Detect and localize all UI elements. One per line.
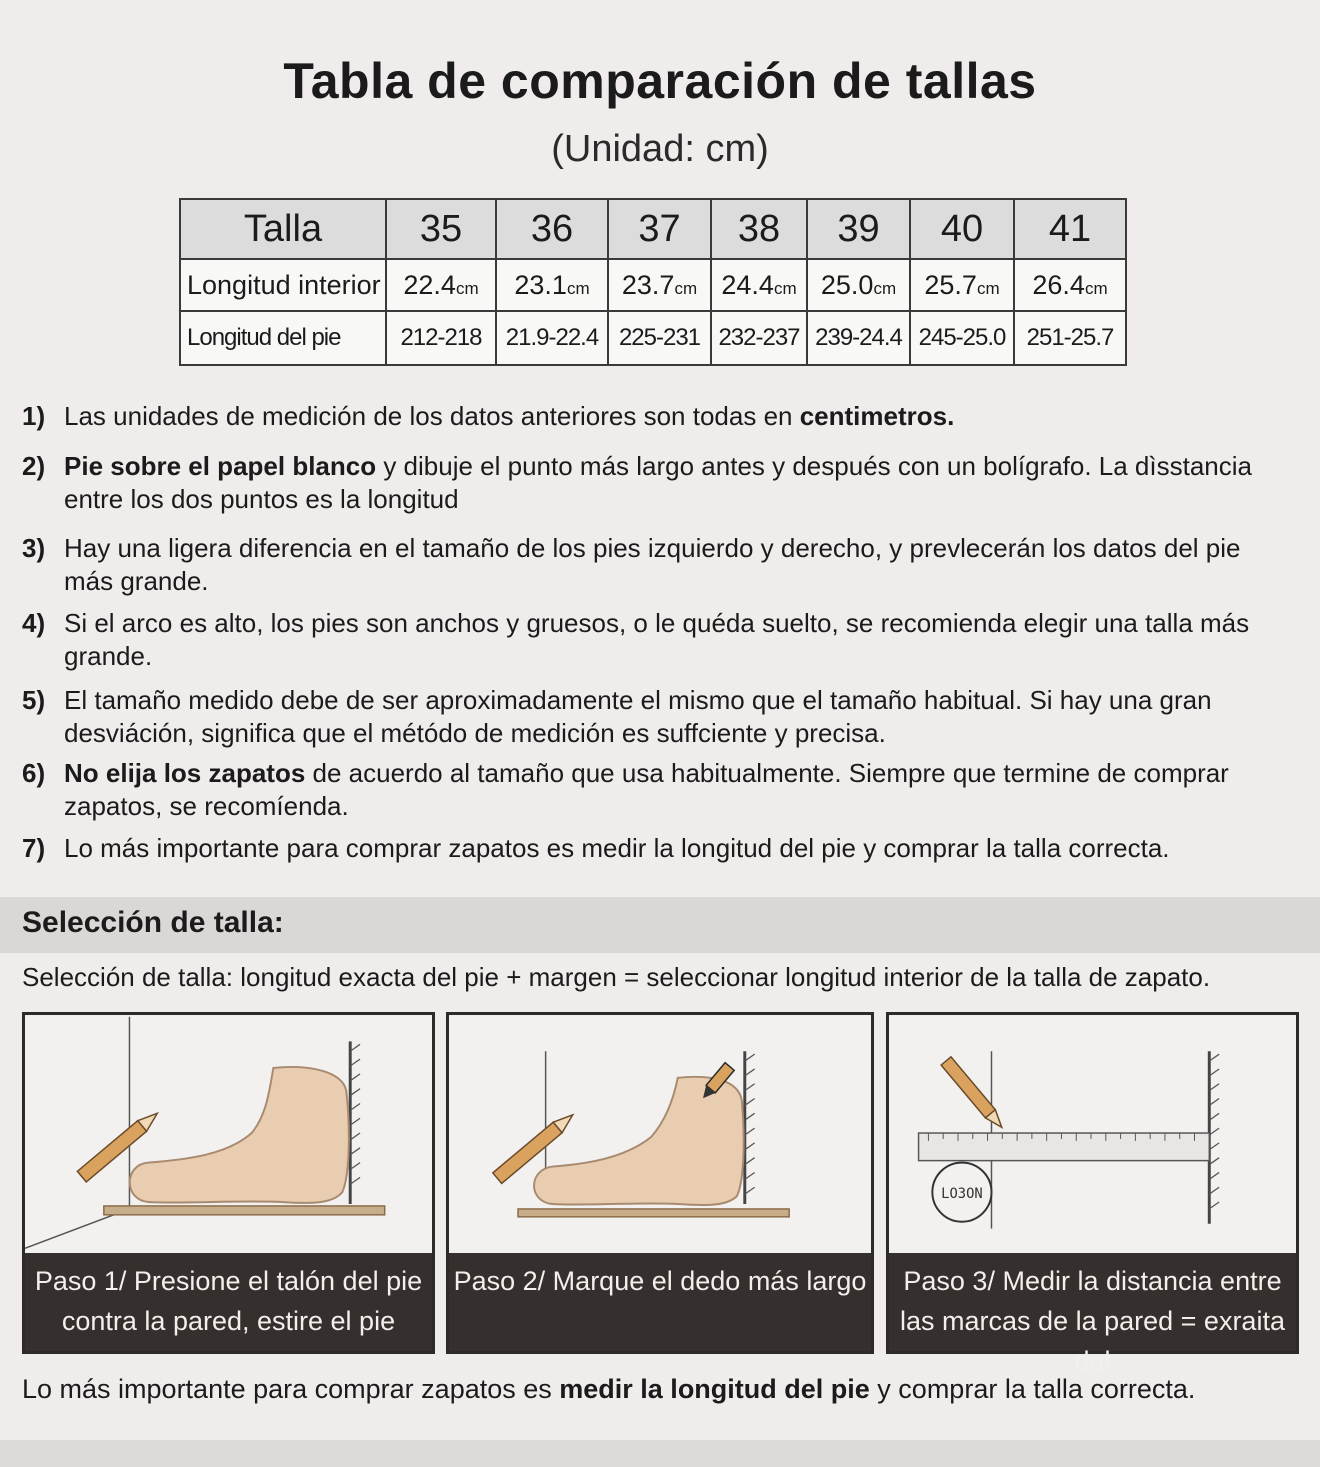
selection-heading: Selección de talla:	[22, 906, 284, 939]
note-text: El tamaño medido debe de ser aproximadamente el mismo que el tamaño habitual. Si hay una gran desviáción, significa que el métódo de medición es suffciente y precisa.	[64, 685, 1212, 748]
note-number: 3)	[22, 533, 46, 563]
note-item	[22, 450, 1262, 516]
footer-text: Lo más importante para comprar zapatos es	[22, 1374, 560, 1404]
note-item	[22, 832, 1317, 865]
size-header-label: Talla	[180, 199, 386, 259]
step-1-caption-line2: contra la pared, estire el pie	[61, 1306, 396, 1336]
note-number: 1)	[22, 401, 46, 431]
note-item	[22, 757, 1312, 823]
step-2-caption-line1: Paso 2/ Marque el dedo más largo	[453, 1266, 867, 1296]
inner-length-cell	[807, 259, 910, 311]
note-number: 2)	[22, 451, 46, 481]
step-3-caption-line2: las marcas de la pared = exraita dal	[900, 1306, 1285, 1376]
size-table	[179, 198, 1127, 366]
inner-length-row	[180, 259, 1126, 311]
step-2-panel	[446, 1012, 874, 1354]
foot-length-label: Longitud del pie	[180, 311, 386, 365]
step-1-panel	[22, 1012, 435, 1354]
footer-note	[22, 1374, 1195, 1405]
note-text: Lo más importante para comprar zapatos es medir la longitud del pie y comprar la talla correcta.	[64, 833, 1170, 863]
note-number: 7)	[22, 833, 46, 863]
step-3-caption	[889, 1253, 1296, 1376]
size-cell: 41	[1014, 199, 1126, 259]
unit-label: cm	[976, 278, 1000, 298]
step-3-caption-line1: Paso 3/ Medir la distancia entre	[903, 1266, 1282, 1296]
inner-length-cell	[910, 259, 1014, 311]
note-bold-part: centimetros.	[799, 401, 955, 431]
note-item	[22, 607, 1262, 673]
inner-length-cell	[496, 259, 608, 311]
inner-length-value: 24.4	[721, 269, 774, 300]
inner-length-value: 25.7	[924, 269, 977, 300]
size-cell: 40	[910, 199, 1014, 259]
step-1-illustration	[25, 1015, 432, 1255]
ruler-reading: LO3ON	[941, 1186, 983, 1203]
page-title: Tabla de comparación de tallas	[283, 53, 1037, 109]
size-cell: 36	[496, 199, 608, 259]
foot-icon	[130, 1067, 349, 1203]
step-3-panel	[886, 1012, 1299, 1376]
unit-label: cm	[1084, 278, 1108, 298]
step-1-caption	[25, 1253, 432, 1351]
foot-length-cell: 225-231	[608, 311, 711, 365]
size-header-row	[180, 199, 1126, 259]
pencil-icon	[941, 1057, 1007, 1132]
note-item	[22, 684, 1312, 750]
note-text	[64, 450, 1262, 516]
note-text: Si el arco es alto, los pies son anchos y gruesos, o le quéda suelto, se recomienda elegir una talla más grande.	[64, 608, 1250, 671]
inner-length-value: 26.4	[1032, 269, 1085, 300]
inner-length-cell	[1014, 259, 1126, 311]
inner-length-value: 23.7	[621, 269, 675, 300]
foot-length-cell: 251-25.7	[1014, 311, 1126, 365]
note-text	[64, 757, 1312, 823]
note-item	[22, 400, 1312, 433]
step-2-illustration	[449, 1015, 871, 1255]
note-text: Hay una ligera diferencia en el tamaño de los pies izquierdo y derecho, y prevlecerán los datos del pie más grande.	[64, 533, 1241, 596]
note-number: 4)	[22, 608, 46, 638]
foot-length-row	[180, 311, 1126, 365]
size-cell: 35	[386, 199, 496, 259]
inner-length-value: 22.4	[403, 269, 456, 300]
note-number: 6)	[22, 758, 46, 788]
unit-label: cm	[873, 278, 897, 298]
foot-length-cell: 245-25.0	[910, 311, 1014, 365]
foot-length-cell: 21.9-22.4	[496, 311, 608, 365]
step-2-caption	[449, 1253, 871, 1351]
note-item	[22, 532, 1242, 598]
size-cell: 38	[711, 199, 807, 259]
bottom-band	[0, 1440, 1320, 1467]
note-text-part: de acuerdo al tamaño que usa habitualmente. Siempre que termine de comprar zapatos, se recomíenda.	[64, 758, 1229, 821]
size-cell: 37	[608, 199, 711, 259]
unit-label: cm	[566, 278, 590, 298]
foot-length-cell: 239-24.4	[807, 311, 910, 365]
inner-length-value: 23.1	[514, 269, 567, 300]
unit-label: cm	[773, 278, 797, 298]
inner-length-cell	[711, 259, 807, 311]
note-number: 5)	[22, 685, 46, 715]
note-text-part: y dibuje el punto más largo antes y después con un bolígrafo. La dìsstancia entre los dos puntos es la longitud	[64, 451, 1252, 514]
ruler-icon	[919, 1133, 1210, 1161]
inner-length-cell	[386, 259, 496, 311]
foot-icon	[534, 1077, 744, 1205]
note-bold-part: No elija los zapatos	[64, 758, 306, 788]
unit-label: cm	[455, 278, 479, 298]
step-1-caption-line1: Paso 1/ Presione el talón del pie	[34, 1266, 423, 1296]
footer-text: y comprar la talla correcta.	[869, 1374, 1196, 1404]
note-text-part: Las unidades de medición de los datos anteriores son todas en	[64, 401, 800, 431]
selection-formula: Selección de talla: longitud exacta del pie + margen = seleccionar longitud interior de la talla de zapato.	[22, 962, 1211, 992]
unit-label: cm	[674, 278, 698, 298]
foot-length-cell: 232-237	[711, 311, 807, 365]
size-cell: 39	[807, 199, 910, 259]
page-subtitle: (Unidad: cm)	[551, 128, 769, 170]
note-text	[64, 400, 1312, 433]
footer-bold: medir la longitud del pie	[559, 1374, 870, 1404]
foot-length-cell: 212-218	[386, 311, 496, 365]
inner-length-value: 25.0	[820, 269, 874, 300]
step-3-illustration	[889, 1015, 1296, 1255]
inner-length-cell	[608, 259, 711, 311]
note-bold-part: Pie sobre el papel blanco	[64, 451, 377, 481]
inner-length-label: Longitud interior	[180, 259, 386, 311]
